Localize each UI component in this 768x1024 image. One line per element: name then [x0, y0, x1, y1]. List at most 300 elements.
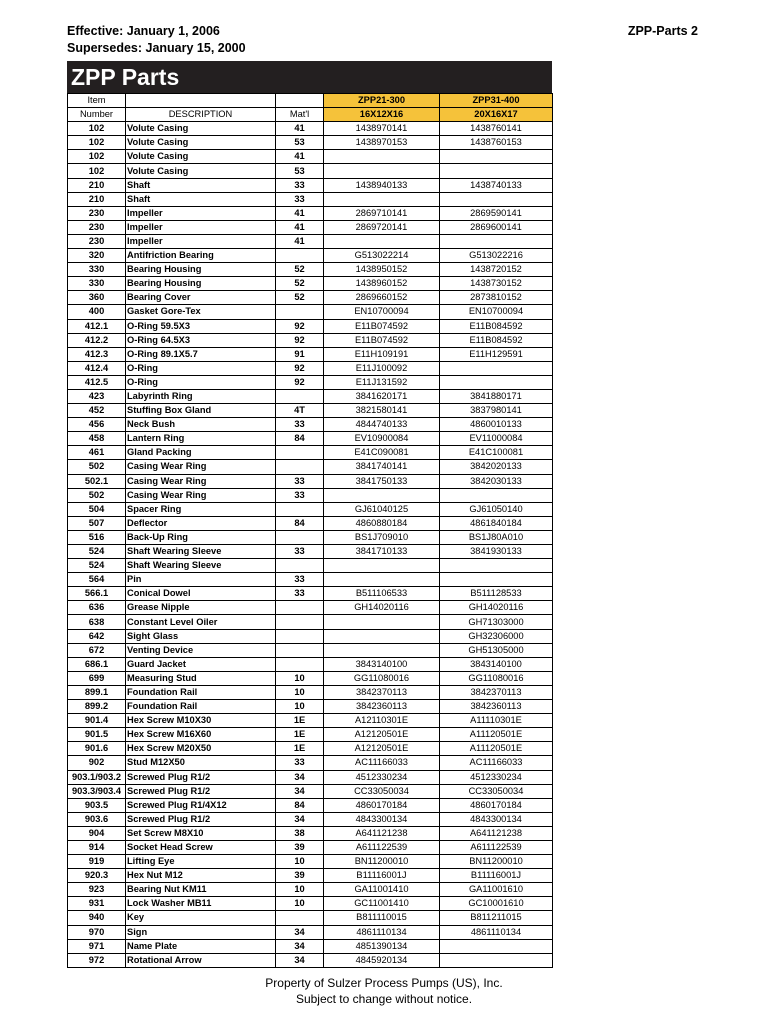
item-number-cell: 412.5: [68, 375, 126, 389]
pump1-part-cell: [324, 150, 440, 164]
item-number-cell: 524: [68, 545, 126, 559]
pump2-part-cell: 3841930133: [440, 545, 553, 559]
table-row: [68, 615, 553, 629]
material-cell: 92: [276, 333, 324, 347]
item-number-cell: 686.1: [68, 657, 126, 671]
table-row: [68, 855, 553, 869]
pump2-part-cell: BS1J80A010: [440, 530, 553, 544]
item-number-cell: 903.3/903.4: [68, 784, 126, 798]
page-title: ZPP Parts: [71, 64, 180, 90]
pump1-part-cell: 4860880184: [324, 516, 440, 530]
description-cell: Pin: [126, 573, 276, 587]
pump1-part-cell: E11H109191: [324, 347, 440, 361]
description-cell: Shaft: [126, 178, 276, 192]
pump1-part-cell: A12110301E: [324, 714, 440, 728]
pump1-part-cell: 1438940133: [324, 178, 440, 192]
item-number-cell: 902: [68, 756, 126, 770]
item-number-cell: 901.6: [68, 742, 126, 756]
pump2-part-cell: [440, 192, 553, 206]
pump1-part-cell: B811110015: [324, 911, 440, 925]
table-row: [68, 643, 553, 657]
item-number-cell: 940: [68, 911, 126, 925]
description-cell: Hex Screw M10X30: [126, 714, 276, 728]
description-cell: Name Plate: [126, 939, 276, 953]
description-cell: Venting Device: [126, 643, 276, 657]
item-number-cell: 970: [68, 925, 126, 939]
item-number-cell: 412.4: [68, 361, 126, 375]
pump1-part-cell: E11B074592: [324, 333, 440, 347]
material-cell: 41: [276, 206, 324, 220]
pump1-part-cell: BN11200010: [324, 855, 440, 869]
description-cell: Screwed Plug R1/2: [126, 812, 276, 826]
pump1-part-cell: 2869660152: [324, 291, 440, 305]
table-row: [68, 587, 553, 601]
pump2-part-cell: [440, 488, 553, 502]
table-row: [68, 657, 553, 671]
material-cell: 33: [276, 545, 324, 559]
material-cell: 92: [276, 319, 324, 333]
description-cell: Stud M12X50: [126, 756, 276, 770]
description-cell: Lock Washer MB11: [126, 897, 276, 911]
material-cell: 92: [276, 375, 324, 389]
material-cell: [276, 657, 324, 671]
pump1-part-cell: 3841740141: [324, 460, 440, 474]
item-number-cell: 638: [68, 615, 126, 629]
pump1-part-cell: 1438970141: [324, 122, 440, 136]
pump1-part-cell: A641121238: [324, 826, 440, 840]
item-header: Item: [68, 94, 126, 108]
item-number-cell: 412.1: [68, 319, 126, 333]
item-number-cell: 102: [68, 164, 126, 178]
pump2-part-cell: A611122539: [440, 840, 553, 854]
pump2-part-cell: AC11166033: [440, 756, 553, 770]
pump2-part-cell: [440, 375, 553, 389]
description-cell: Bearing Nut KM11: [126, 883, 276, 897]
description-cell: Back-Up Ring: [126, 530, 276, 544]
pump2-part-cell: B811211015: [440, 911, 553, 925]
item-number-cell: 931: [68, 897, 126, 911]
item-number-cell: 971: [68, 939, 126, 953]
pump2-part-cell: 2873810152: [440, 291, 553, 305]
material-cell: 1E: [276, 742, 324, 756]
item-number-cell: 452: [68, 404, 126, 418]
pump1-part-cell: 3841710133: [324, 545, 440, 559]
item-number-cell: 972: [68, 953, 126, 967]
description-cell: Stuffing Box Gland: [126, 404, 276, 418]
pump2-part-cell: 3843140100: [440, 657, 553, 671]
pump1-part-cell: A12120501E: [324, 728, 440, 742]
pump2-part-cell: 4861840184: [440, 516, 553, 530]
material-cell: 41: [276, 122, 324, 136]
item-number-cell: 320: [68, 249, 126, 263]
item-number-cell: 507: [68, 516, 126, 530]
item-number-cell: 504: [68, 502, 126, 516]
material-cell: [276, 601, 324, 615]
description-cell: Grease Nipple: [126, 601, 276, 615]
table-row: [68, 911, 553, 925]
pump2-part-cell: 3842020133: [440, 460, 553, 474]
pump1-part-cell: 4851390134: [324, 939, 440, 953]
description-cell: Bearing Cover: [126, 291, 276, 305]
pump2-part-cell: B511128533: [440, 587, 553, 601]
parts-table: [67, 93, 553, 968]
description-cell: Shaft: [126, 192, 276, 206]
pump2-part-cell: 2869590141: [440, 206, 553, 220]
pump1-part-cell: GG11080016: [324, 671, 440, 685]
item-number-cell: 901.4: [68, 714, 126, 728]
pump1-part-cell: 4860170184: [324, 798, 440, 812]
table-row: [68, 671, 553, 685]
item-number-cell: 230: [68, 234, 126, 248]
material-cell: 1E: [276, 714, 324, 728]
header-row-1: [68, 94, 553, 108]
pump1-part-cell: 1438960152: [324, 277, 440, 291]
material-cell: [276, 502, 324, 516]
pump1-size-header: 16X12X16: [324, 108, 440, 122]
table-row: [68, 164, 553, 178]
pump1-part-cell: 1438970153: [324, 136, 440, 150]
item-number-cell: 564: [68, 573, 126, 587]
item-number-cell: 458: [68, 432, 126, 446]
table-row: [68, 432, 553, 446]
material-cell: [276, 615, 324, 629]
description-cell: Volute Casing: [126, 164, 276, 178]
table-row: [68, 319, 553, 333]
material-cell: 91: [276, 347, 324, 361]
pump2-part-cell: CC33050034: [440, 784, 553, 798]
item-number-cell: 102: [68, 136, 126, 150]
pump1-part-cell: 2869720141: [324, 220, 440, 234]
pump2-part-cell: GJ61050140: [440, 502, 553, 516]
pump1-part-cell: 4844740133: [324, 418, 440, 432]
description-cell: Labyrinth Ring: [126, 389, 276, 403]
pump2-part-cell: 1438730152: [440, 277, 553, 291]
table-row: [68, 263, 553, 277]
pump1-part-cell: E11J100092: [324, 361, 440, 375]
pump2-part-cell: G513022216: [440, 249, 553, 263]
material-cell: [276, 249, 324, 263]
pump1-part-cell: E11B074592: [324, 319, 440, 333]
pump1-part-cell: BS1J709010: [324, 530, 440, 544]
description-cell: Casing Wear Ring: [126, 488, 276, 502]
material-cell: 33: [276, 756, 324, 770]
effective-date: Effective: January 1, 2006: [67, 24, 220, 38]
table-row: [68, 234, 553, 248]
table-row: [68, 305, 553, 319]
item-number-cell: 923: [68, 883, 126, 897]
item-number-cell: 904: [68, 826, 126, 840]
pump1-part-cell: E11J131592: [324, 375, 440, 389]
pump2-part-cell: 4860170184: [440, 798, 553, 812]
table-row: [68, 375, 553, 389]
item-number-cell: 502: [68, 488, 126, 502]
item-number-cell: 899.1: [68, 685, 126, 699]
description-cell: Gland Packing: [126, 446, 276, 460]
header-row-2: [68, 108, 553, 122]
pump1-part-cell: 4845920134: [324, 953, 440, 967]
item-number-cell: 914: [68, 840, 126, 854]
pump2-part-cell: B11116001J: [440, 869, 553, 883]
pump2-part-cell: GH51305000: [440, 643, 553, 657]
table-row: [68, 220, 553, 234]
material-cell: 52: [276, 291, 324, 305]
item-number-cell: 360: [68, 291, 126, 305]
table-row: [68, 770, 553, 784]
material-cell: 10: [276, 685, 324, 699]
description-cell: Guard Jacket: [126, 657, 276, 671]
table-row: [68, 685, 553, 699]
material-cell: 34: [276, 784, 324, 798]
material-cell: 52: [276, 263, 324, 277]
item-number-cell: 330: [68, 263, 126, 277]
pump1-part-cell: GH14020116: [324, 601, 440, 615]
description-cell: O-Ring: [126, 361, 276, 375]
table-row: [68, 136, 553, 150]
pump2-part-cell: 4861110134: [440, 925, 553, 939]
description-cell: Shaft Wearing Sleeve: [126, 545, 276, 559]
pump2-part-cell: GH71303000: [440, 615, 553, 629]
description-cell: Impeller: [126, 206, 276, 220]
material-cell: [276, 460, 324, 474]
description-cell: Spacer Ring: [126, 502, 276, 516]
pump1-part-cell: E41C090081: [324, 446, 440, 460]
item-number-cell: 412.3: [68, 347, 126, 361]
pump2-part-cell: [440, 234, 553, 248]
description-cell: Rotational Arrow: [126, 953, 276, 967]
description-cell: Bearing Housing: [126, 263, 276, 277]
description-cell: Foundation Rail: [126, 700, 276, 714]
pump2-part-cell: 3842360113: [440, 700, 553, 714]
pump2-part-cell: 3837980141: [440, 404, 553, 418]
pump2-part-cell: BN11200010: [440, 855, 553, 869]
material-cell: [276, 305, 324, 319]
pump1-part-cell: [324, 192, 440, 206]
description-cell: Volute Casing: [126, 122, 276, 136]
pump2-part-cell: EN10700094: [440, 305, 553, 319]
table-row: [68, 812, 553, 826]
item-number-cell: 672: [68, 643, 126, 657]
pump1-part-cell: A12120501E: [324, 742, 440, 756]
material-cell: 33: [276, 474, 324, 488]
pump2-part-cell: [440, 939, 553, 953]
material-cell: [276, 389, 324, 403]
table-row: [68, 939, 553, 953]
material-cell: 10: [276, 700, 324, 714]
item-number-cell: 642: [68, 629, 126, 643]
pump1-part-cell: 1438950152: [324, 263, 440, 277]
pump2-part-cell: 3842370113: [440, 685, 553, 699]
table-row: [68, 333, 553, 347]
description-header: DESCRIPTION: [126, 108, 276, 122]
pump1-part-cell: A611122539: [324, 840, 440, 854]
description-cell: Screwed Plug R1/2: [126, 770, 276, 784]
description-cell: Impeller: [126, 220, 276, 234]
description-cell: O-Ring 59.5X3: [126, 319, 276, 333]
item-number-cell: 210: [68, 178, 126, 192]
table-row: [68, 404, 553, 418]
material-cell: 92: [276, 361, 324, 375]
table-row: [68, 826, 553, 840]
table-row: [68, 742, 553, 756]
item-number-cell: 920.3: [68, 869, 126, 883]
pump1-part-cell: GC11001410: [324, 897, 440, 911]
pump2-part-cell: GC10001610: [440, 897, 553, 911]
page-label: ZPP-Parts 2: [627, 24, 698, 38]
table-row: [68, 700, 553, 714]
material-cell: 33: [276, 178, 324, 192]
pump1-part-cell: GJ61040125: [324, 502, 440, 516]
table-row: [68, 249, 553, 263]
description-cell: Casing Wear Ring: [126, 460, 276, 474]
pump2-part-cell: E11B084592: [440, 319, 553, 333]
pump1-part-cell: 4843300134: [324, 812, 440, 826]
table-row: [68, 573, 553, 587]
description-cell: O-Ring 89.1X5.7: [126, 347, 276, 361]
description-cell: Shaft Wearing Sleeve: [126, 559, 276, 573]
material-cell: 84: [276, 432, 324, 446]
pump2-part-cell: [440, 361, 553, 375]
pump1-part-cell: [324, 559, 440, 573]
material-cell: 41: [276, 234, 324, 248]
table-row: [68, 530, 553, 544]
material-cell: [276, 643, 324, 657]
material-cell: 53: [276, 136, 324, 150]
pump1-part-cell: G513022214: [324, 249, 440, 263]
pump1-part-cell: 3843140100: [324, 657, 440, 671]
item-number-cell: 502.1: [68, 474, 126, 488]
material-cell: 52: [276, 277, 324, 291]
material-cell: 1E: [276, 728, 324, 742]
pump2-part-cell: A11110301E: [440, 714, 553, 728]
table-row: [68, 277, 553, 291]
description-cell: Gasket Gore-Tex: [126, 305, 276, 319]
description-cell: Lantern Ring: [126, 432, 276, 446]
description-cell: Lifting Eye: [126, 855, 276, 869]
table-row: [68, 192, 553, 206]
table-row: [68, 291, 553, 305]
pump1-part-cell: 4861110134: [324, 925, 440, 939]
material-cell: 84: [276, 798, 324, 812]
pump2-part-cell: A11120501E: [440, 742, 553, 756]
material-cell: 34: [276, 770, 324, 784]
footer-notice: Subject to change without notice.: [295, 992, 473, 1006]
material-cell: [276, 559, 324, 573]
pump1-part-cell: 3841750133: [324, 474, 440, 488]
item-number-cell: 330: [68, 277, 126, 291]
pump1-part-cell: AC11166033: [324, 756, 440, 770]
pump1-part-cell: CC33050034: [324, 784, 440, 798]
pump2-part-cell: E11B084592: [440, 333, 553, 347]
material-cell: 4T: [276, 404, 324, 418]
pump1-part-cell: 2869710141: [324, 206, 440, 220]
table-row: [68, 460, 553, 474]
pump1-part-cell: [324, 643, 440, 657]
number-header: Number: [68, 108, 126, 122]
item-number-cell: 102: [68, 150, 126, 164]
pump2-part-cell: [440, 150, 553, 164]
pump2-part-cell: 1438740133: [440, 178, 553, 192]
pump2-part-cell: GG11080016: [440, 671, 553, 685]
empty-header-cell: [126, 94, 276, 108]
pump1-part-cell: [324, 615, 440, 629]
pump1-part-cell: 3821580141: [324, 404, 440, 418]
item-number-cell: 901.5: [68, 728, 126, 742]
description-cell: Key: [126, 911, 276, 925]
material-cell: 33: [276, 192, 324, 206]
description-cell: Deflector: [126, 516, 276, 530]
table-row: [68, 784, 553, 798]
pump1-part-cell: EV10900084: [324, 432, 440, 446]
item-number-cell: 210: [68, 192, 126, 206]
document-header: [67, 23, 246, 57]
item-number-cell: 423: [68, 389, 126, 403]
pump1-part-cell: B11116001J: [324, 869, 440, 883]
table-row: [68, 178, 553, 192]
material-cell: 39: [276, 869, 324, 883]
table-row: [68, 601, 553, 615]
description-cell: Measuring Stud: [126, 671, 276, 685]
table-row: [68, 122, 553, 136]
item-number-cell: 502: [68, 460, 126, 474]
material-cell: 10: [276, 897, 324, 911]
description-cell: O-Ring 64.5X3: [126, 333, 276, 347]
table-row: [68, 206, 553, 220]
table-row: [68, 756, 553, 770]
table-row: [68, 883, 553, 897]
description-cell: Casing Wear Ring: [126, 474, 276, 488]
description-cell: Constant Level Oiler: [126, 615, 276, 629]
pump1-part-cell: 3841620171: [324, 389, 440, 403]
pump2-part-cell: GH32306000: [440, 629, 553, 643]
item-number-cell: 903.5: [68, 798, 126, 812]
table-row: [68, 925, 553, 939]
description-cell: Impeller: [126, 234, 276, 248]
material-cell: [276, 446, 324, 460]
description-cell: Conical Dowel: [126, 587, 276, 601]
pump2-part-cell: 1438760141: [440, 122, 553, 136]
item-number-cell: 230: [68, 206, 126, 220]
description-cell: Hex Screw M20X50: [126, 742, 276, 756]
item-number-cell: 903.6: [68, 812, 126, 826]
item-number-cell: 461: [68, 446, 126, 460]
item-number-cell: 516: [68, 530, 126, 544]
table-row: [68, 714, 553, 728]
table-row: [68, 474, 553, 488]
pump1-model-header: ZPP21-300: [324, 94, 440, 108]
material-cell: 34: [276, 925, 324, 939]
pump2-part-cell: 3842030133: [440, 474, 553, 488]
description-cell: Screwed Plug R1/4X12: [126, 798, 276, 812]
material-cell: 41: [276, 220, 324, 234]
pump1-part-cell: [324, 629, 440, 643]
table-row: [68, 840, 553, 854]
pump2-part-cell: 1438760153: [440, 136, 553, 150]
material-cell: 10: [276, 883, 324, 897]
pump2-part-cell: GA11001610: [440, 883, 553, 897]
description-cell: O-Ring: [126, 375, 276, 389]
item-number-cell: 456: [68, 418, 126, 432]
material-cell: 33: [276, 488, 324, 502]
table-row: [68, 869, 553, 883]
item-number-cell: 636: [68, 601, 126, 615]
pump2-part-cell: [440, 953, 553, 967]
table-row: [68, 728, 553, 742]
pump2-size-header: 20X16X17: [440, 108, 553, 122]
pump1-part-cell: [324, 164, 440, 178]
description-cell: Hex Screw M16X60: [126, 728, 276, 742]
table-row: [68, 629, 553, 643]
material-cell: 34: [276, 939, 324, 953]
